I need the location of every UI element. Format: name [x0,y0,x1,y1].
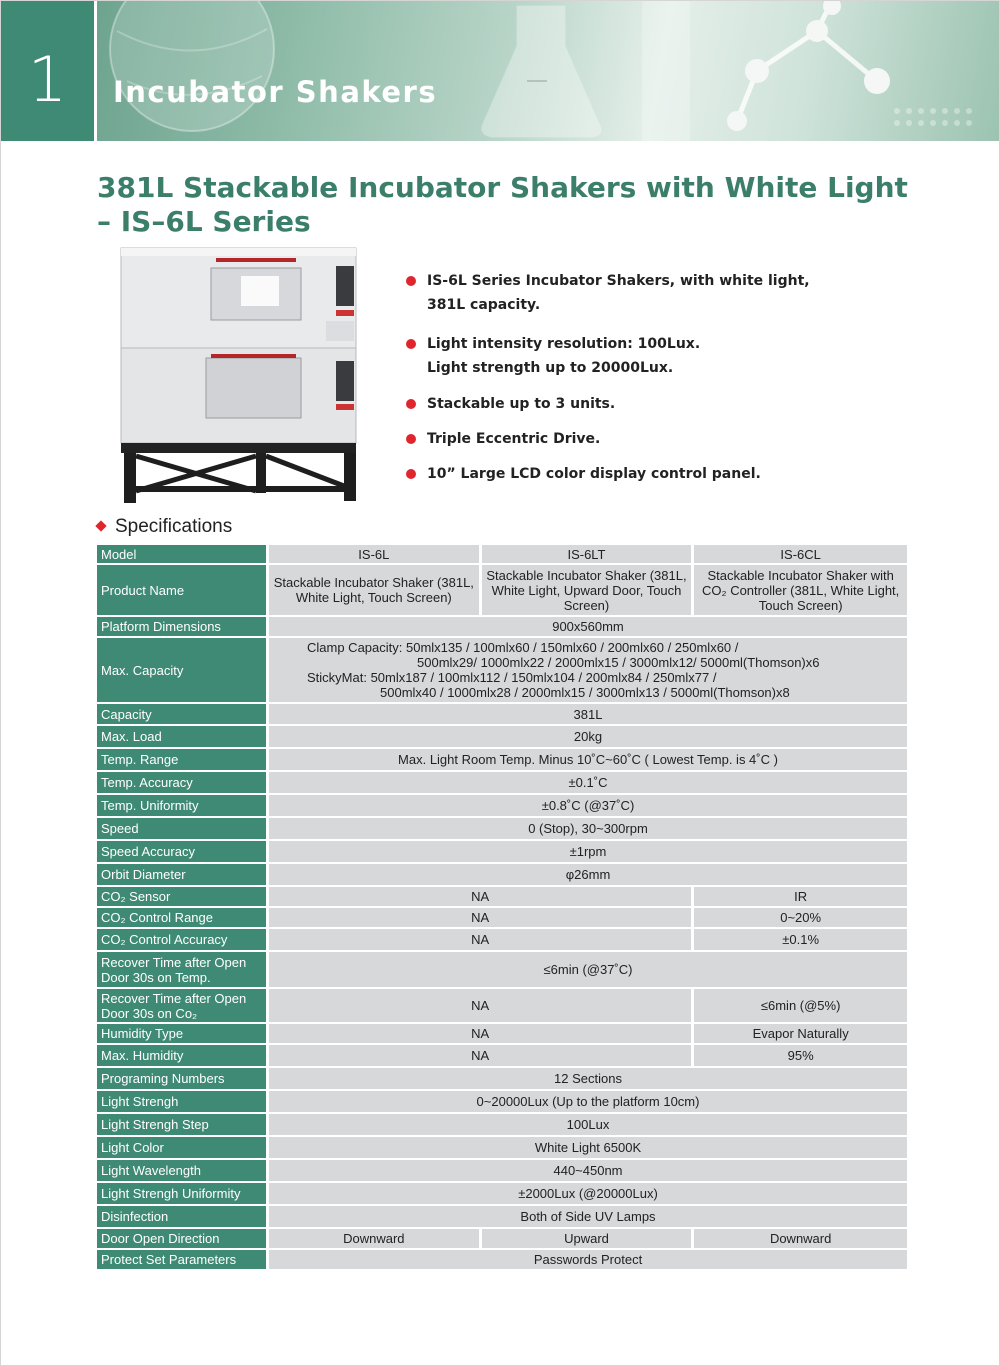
product-image [116,246,361,511]
table-row: Max. Humidity NA 95% [97,1045,907,1066]
table-row [97,617,907,636]
row-label: Platform Dimensions [97,617,269,636]
feature-item: Light intensity resolution: 100Lux. Light strength up to 20000Lux. [405,332,965,380]
bullet-dot-icon [406,399,416,409]
value-cell: 900x560mm [269,617,907,636]
banner-divider [94,1,97,141]
table-row: Humidity Type NA Evapor Naturally [97,1024,907,1043]
page-heading [97,171,957,239]
model-cell: IS-6LT [482,545,695,563]
product-name-cell: Stackable Incubator Shaker with CO₂ Controller (381L, White Light, Touch Screen) [694,565,907,615]
heading-line-1: 381L Stackable Incubator Shakers with White Light [97,171,908,204]
table-row: Speed 0 (Stop), 30~300rpm [97,818,907,839]
banner-background-image [97,1,999,141]
table-row [97,565,907,615]
section-number: 1 [27,43,68,116]
table-row: CO₂ Control Range NA 0~20% [97,908,907,927]
section-number-box [1,1,94,141]
stacked-incubator-illustration [116,246,361,511]
table-row: Light Strengh Step 100Lux [97,1114,907,1135]
table-row: Capacity 381L [97,704,907,724]
table-row: Light Strengh Uniformity ±2000Lux (@20000Lux) [97,1183,907,1204]
feature-item: 10” Large LCD color display control panel. [405,462,965,486]
header-banner [1,1,999,141]
feature-item: Stackable up to 3 units. [405,392,965,416]
table-row: Temp. Uniformity ±0.8˚C (@37˚C) [97,795,907,816]
diamond-bullet-icon [95,520,106,531]
row-label: Product Name [97,565,269,615]
specifications-table [97,543,907,1271]
banner-title: Incubator Shakers [113,75,438,109]
table-row: Orbit Diameter φ26mm [97,864,907,885]
table-row: Door Open Direction Downward Upward Downward [97,1229,907,1248]
table-row: Recover Time after Open Door 30s on Co₂ NA ≤6min (@5%) [97,989,907,1022]
feature-item: IS-6L Series Incubator Shakers, with white light, 381L capacity. [405,269,965,317]
bullet-dot-icon [406,434,416,444]
bullet-dot-icon [406,276,416,286]
table-row: Disinfection Both of Side UV Lamps [97,1206,907,1227]
table-row: Speed Accuracy ±1rpm [97,841,907,862]
model-cell: IS-6CL [694,545,907,563]
lab-glassware-illustration [97,1,999,141]
table-row: CO₂ Sensor NA IR [97,887,907,906]
table-row [97,545,907,563]
feature-list [405,269,965,486]
bullet-dot-icon [406,339,416,349]
max-capacity-cell: Clamp Capacity: 50mlx135 / 100mlx60 / 150mlx60 / 200mlx60 / 250mlx60 / 500mlx29/ 1000mlx22 / 2000mlx15 / 3000mlx12/ 5000ml(Thomson)x6 StickyMat: 50mlx187 / 100mlx112 / 150mlx104 / 200mlx84 / 250mlx77 / 500mlx40 / 1000mlx28 / 2000mlx15 / 3000mlx13 / 5000ml(Thomson)x8 [269,638,907,702]
row-label: Max. Capacity [97,638,269,702]
table-row: Programing Numbers 12 Sections [97,1068,907,1089]
table-row: Recover Time after Open Door 30s on Temp. ≤6min (@37˚C) [97,952,907,987]
table-row: Temp. Range Max. Light Room Temp. Minus 10˚C~60˚C ( Lowest Temp. is 4˚C ) [97,749,907,770]
table-row: Protect Set Parameters Passwords Protect [97,1250,907,1269]
row-label: Model [97,545,269,563]
product-name-cell: Stackable Incubator Shaker (381L, White Light, Upward Door, Touch Screen) [482,565,695,615]
table-row [97,638,907,702]
table-row: CO₂ Control Accuracy NA ±0.1% [97,929,907,950]
table-row: Light Color White Light 6500K [97,1137,907,1158]
feature-item: Triple Eccentric Drive. [405,427,965,451]
specifications-title: Specifications [97,516,232,538]
table-row: Temp. Accuracy ±0.1˚C [97,772,907,793]
model-cell: IS-6L [269,545,482,563]
table-row: Max. Load 20kg [97,726,907,747]
bullet-dot-icon [406,469,416,479]
table-row: Light Strengh 0~20000Lux (Up to the platform 10cm) [97,1091,907,1112]
heading-line-2: – IS–6L Series [97,205,311,238]
table-row: Light Wavelength 440~450nm [97,1160,907,1181]
product-name-cell: Stackable Incubator Shaker (381L, White Light, Touch Screen) [269,565,482,615]
